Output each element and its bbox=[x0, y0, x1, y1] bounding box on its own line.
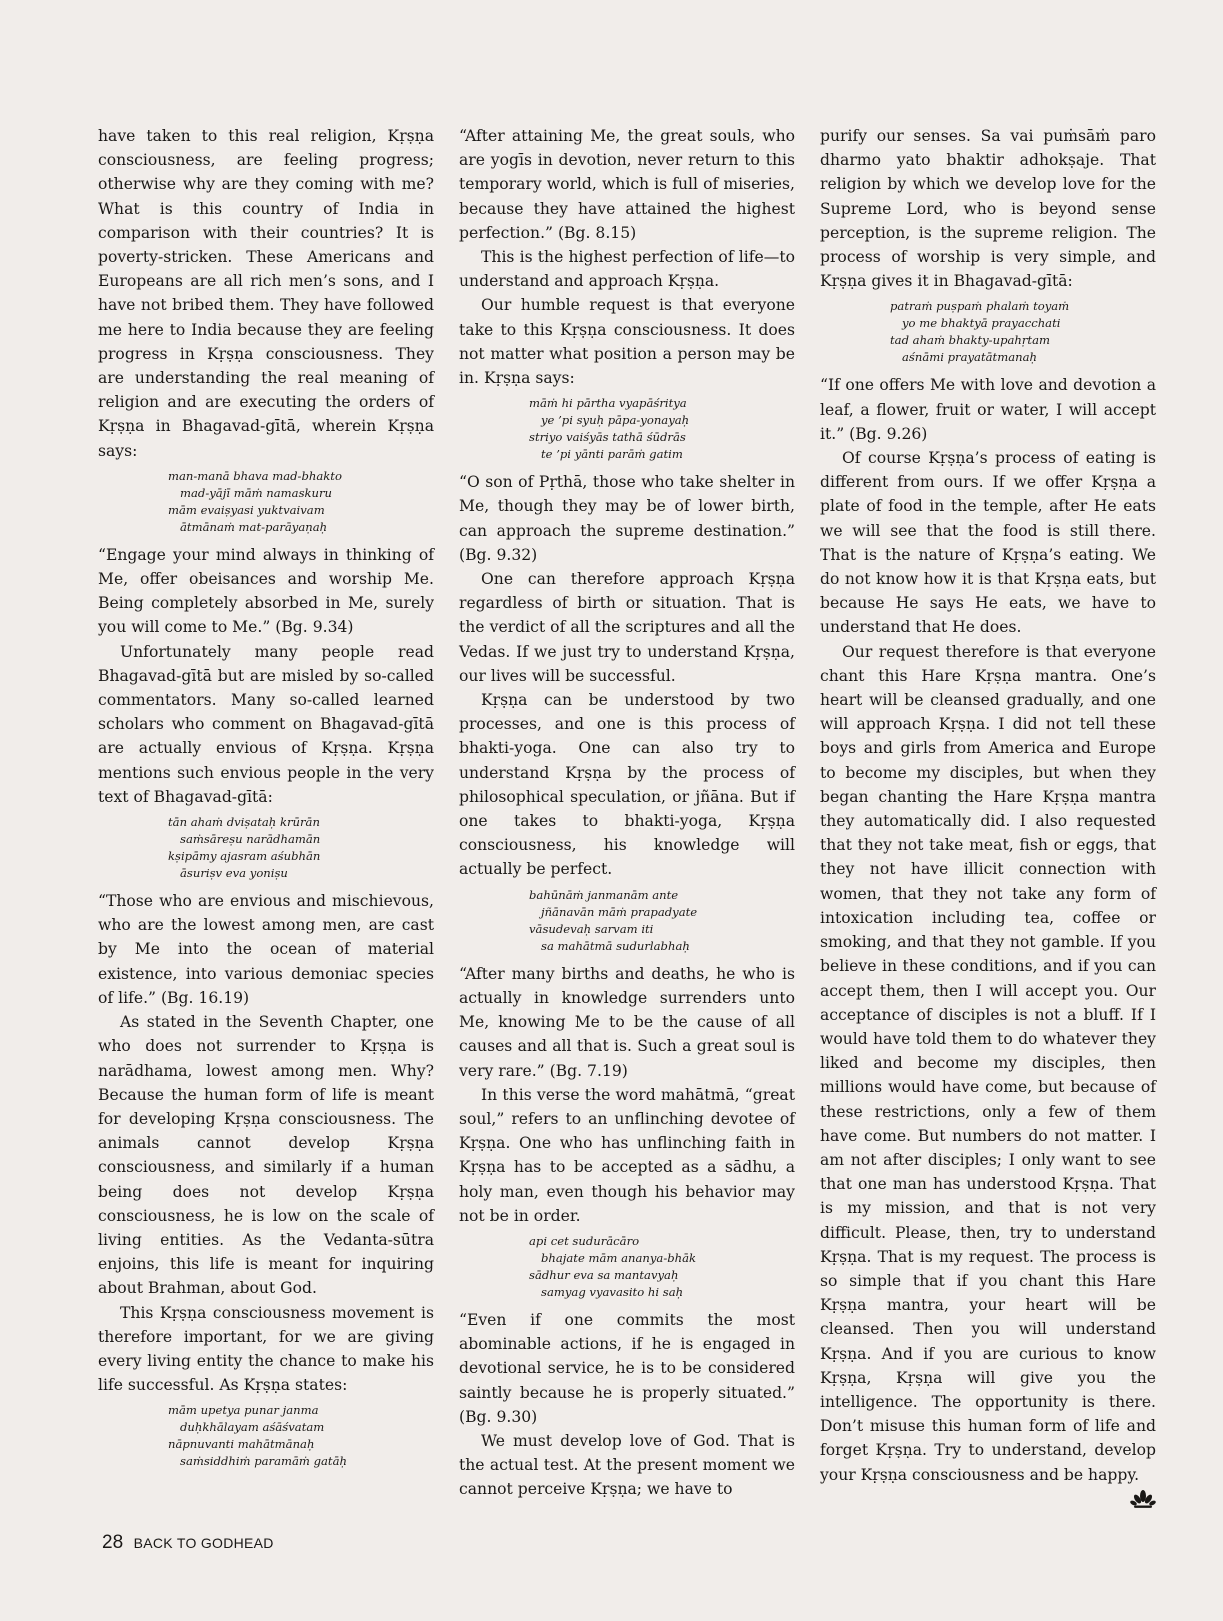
paragraph: We must develop love of God. That is the actual test. At the present moment we cannot perceive Kṛṣṇa; we have to bbox=[459, 1431, 795, 1499]
sanskrit-verse bbox=[168, 468, 434, 536]
verse-line: vāsudevaḥ sarvam iti bbox=[529, 921, 654, 936]
verse-line: saṁsiddhiṁ paramāṁ gatāḥ bbox=[180, 1454, 347, 1469]
paragraph: Our humble request is that everyone take to this Kṛṣṇa consciousness. It does not matter what position a person may be in. Kṛṣṇa says: bbox=[459, 296, 795, 388]
paragraph: “Those who are envious and mischievous, who are the lowest among men, are cast by Me into the ocean of material existence, into various demoniac species of life.” (Bg. 16.19) bbox=[98, 892, 434, 1007]
paragraph: “If one offers Me with love and devotion a leaf, a flower, fruit or water, I will accept it.” (Bg. 9.26) bbox=[820, 376, 1156, 443]
paragraph: “After many births and deaths, he who is actually in knowledge surrenders unto Me, knowing Me to be the cause of all causes and all that is. Such a great soul is very rare.” (Bg. 7.19) bbox=[459, 964, 795, 1080]
paragraph: In this verse the word mahātmā, “great soul,” refers to an unflinching devotee of Kṛṣṇa. One who has unflinching faith in Kṛṣṇa has to be accepted as a sādhu, a holy man, even though his behavior may not be in order. bbox=[459, 1085, 795, 1225]
running-head: BACK TO GODHEAD bbox=[133, 1535, 274, 1551]
paragraph: have taken to this real religion, Kṛṣṇa consciousness, are feeling progress; otherwise why are they coming with me? What is this country of India in comparison with their countries? It is poverty-stricken. These Americans and Europeans are all rich men’s sons, and I have not bribed them. They have followed me here to India because they are feeling progress in Kṛṣṇa consciousness. They are understanding the real meaning of religion and are executing the orders of Kṛṣṇa in Bhagavad-gītā, wherein Kṛṣṇa says: bbox=[98, 127, 434, 460]
verse-line: mām upetya punar janma bbox=[168, 1403, 319, 1418]
verse-line: man-manā bhava mad-bhakto bbox=[168, 468, 342, 483]
paragraph: One can therefore approach Kṛṣṇa regardless of birth or situation. That is the verdict of all the scriptures and all the Vedas. If we just try to understand Kṛṣṇa, our lives will be successful. bbox=[459, 570, 795, 685]
verse-line: tad ahaṁ bhakty-upahṛtam bbox=[890, 333, 1050, 348]
paragraph: This is the highest perfection of life—to understand and approach Kṛṣṇa. bbox=[459, 248, 795, 291]
verse-line: duḥkhālayam aśāśvatam bbox=[180, 1420, 325, 1435]
sanskrit-verse bbox=[529, 887, 795, 955]
verse-line: sa mahātmā sudurlabhaḥ bbox=[541, 938, 690, 953]
paragraph: Unfortunately many people read Bhagavad-gītā but are misled by so-called commentators. Many so-called learned scholars who comment on Bhagavad-gītā are actually envious of Kṛṣṇa. Kṛṣṇa mentions such envious people in the very text of Bhagavad-gītā: bbox=[98, 642, 434, 806]
lotus-end-mark-icon bbox=[1130, 1488, 1156, 1510]
verse-line: āsuriṣv eva yoniṣu bbox=[180, 866, 288, 881]
paragraph: Kṛṣṇa can be understood by two processes, and one is this process of bhakti-yoga. One can also try to understand Kṛṣṇa by the process of philosophical speculation, or jñāna. But if one takes to bhakti-yoga, Kṛṣṇa consciousness, his knowledge will actually be perfect. bbox=[459, 691, 795, 879]
sanskrit-verse bbox=[529, 395, 795, 463]
paragraph: This Kṛṣṇa consciousness movement is therefore important, for we are giving every living entity the chance to make his life successful. As Kṛṣṇa states: bbox=[98, 1303, 434, 1395]
paragraph: “Even if one commits the most abominable actions, if he is engaged in devotional service, he is to be considered saintly because he is properly situated.” (Bg. 9.30) bbox=[459, 1310, 795, 1426]
verse-line: nāpnuvanti mahātmānaḥ bbox=[168, 1437, 315, 1452]
verse-line: sādhur eva sa mantavyaḥ bbox=[529, 1267, 679, 1282]
verse-line: te ’pi yānti parāṁ gatim bbox=[541, 447, 683, 462]
sanskrit-verse bbox=[168, 814, 434, 882]
verse-line: bahūnāṁ janmanām ante bbox=[529, 887, 679, 902]
sanskrit-verse bbox=[890, 298, 1156, 366]
verse-line: ye ’pi syuḥ pāpa-yonayaḥ bbox=[541, 413, 690, 428]
page-footer bbox=[102, 1532, 274, 1554]
sanskrit-verse bbox=[529, 1233, 795, 1301]
page-number: 28 bbox=[102, 1532, 124, 1553]
verse-line: tān ahaṁ dviṣataḥ krūrān bbox=[168, 815, 320, 830]
sanskrit-verse bbox=[168, 1402, 434, 1470]
verse-line: jñānavān māṁ prapadyate bbox=[541, 904, 698, 919]
verse-line: patraṁ puṣpaṁ phalaṁ toyaṁ bbox=[890, 299, 1070, 314]
paragraph: purify our senses. Sa vai puṁsāṁ paro dharmo yato bhaktir adhokṣaje. That religion by which we develop love for the Supreme Lord, who is beyond sense perception, is the supreme religion. The process of worship is very simple, and Kṛṣṇa gives it in Bhagavad-gītā: bbox=[820, 127, 1156, 291]
paragraph: As stated in the Seventh Chapter, one who does not surrender to Kṛṣṇa is narādhama, lowest among men. Why? Because the human form of life is meant for developing Kṛṣṇa consciousness. The animals cannot develop Kṛṣṇa consciousness, and similarly if a human being does not develop Kṛṣṇa consciousness, he is low on the scale of living entities. As the Vedanta-sūtra enjoins, this life is meant for inquiring about Brahman, about God. bbox=[98, 1013, 434, 1298]
text-column-3 bbox=[820, 124, 1156, 1487]
verse-line: mām evaiṣyasi yuktvaivam bbox=[168, 502, 325, 517]
paragraph: Our request therefore is that everyone chant this Hare Kṛṣṇa mantra. One’s heart will be cleansed gradually, and one will approach Kṛṣṇa. I did not tell these boys and girls from America and Europe to become my disciples, but when they began chanting the Hare Kṛṣṇa mantra they automatically did. I also requested that they not take meat, fish or eggs, that they not have illicit connection with women, that they not take any form of intoxication including tea, coffee or smoking, and that they not gamble. If you believe in these conditions, and if you can accept them, then I will accept you. Our acceptance of disciples is not a bluff. If I would have told them to do whatever they liked and become my disciples, then millions would have come, but because of these restrictions, only a few of them have come. But numbers do not matter. I am not after disciples; I only want to see that one man has understood Kṛṣṇa. That is my mission, and that is not very difficult. Please, then, try to understand Kṛṣṇa. That is my request. The process is so simple that if you chant this Hare Kṛṣṇa mantra, your heart will be cleansed. Then you will understand Kṛṣṇa. And if you are curious to know Kṛṣṇa, Kṛṣṇa will give you the intelligence. The opportunity is there. Don’t misuse this human form of life and forget Kṛṣṇa. Try to understand, develop your Kṛṣṇa consciousness and be happy. bbox=[820, 642, 1156, 1484]
paragraph: “After attaining Me, the great souls, who are yogīs in devotion, never return to this temporary world, which is full of miseries, because they have attained the highest perfection.” (Bg. 8.15) bbox=[459, 127, 795, 242]
paragraph: Of course Kṛṣṇa’s process of eating is different from ours. If we offer Kṛṣṇa a plate of food in the temple, after He eats we will see that the food is still there. That is the nature of Kṛṣṇa’s eating. We do not know how it is that Kṛṣṇa eats, but because He says He eats, we have to understand that He does. bbox=[820, 449, 1156, 637]
verse-line: striyo vaiśyās tathā śūdrās bbox=[529, 430, 686, 445]
verse-line: ātmānaṁ mat-parāyaṇaḥ bbox=[180, 519, 328, 534]
paragraph: “O son of Pṛthā, those who take shelter in Me, though they may be of lower birth, can approach the supreme destination.” (Bg. 9.32) bbox=[459, 473, 795, 564]
verse-line: samyag vyavasito hi saḥ bbox=[541, 1284, 684, 1299]
verse-line: api cet sudurācāro bbox=[529, 1233, 640, 1248]
text-column-1 bbox=[98, 124, 434, 1477]
verse-line: mad-yājī māṁ namaskuru bbox=[180, 485, 333, 500]
paragraph: “Engage your mind always in thinking of Me, offer obeisances and worship Me. Being completely absorbed in Me, surely you will come to Me.” (Bg. 9.34) bbox=[98, 545, 434, 637]
verse-line: bhajate mām ananya-bhāk bbox=[541, 1250, 697, 1265]
verse-line: māṁ hi pārtha vyapāśritya bbox=[529, 396, 687, 411]
verse-line: kṣipāmy ajasram aśubhān bbox=[168, 849, 321, 864]
text-column-2 bbox=[459, 124, 795, 1502]
verse-line: aśnāmi prayatātmanaḥ bbox=[902, 350, 1037, 365]
verse-line: saṁsāreṣu narādhamān bbox=[180, 832, 321, 847]
verse-line: yo me bhaktyā prayacchati bbox=[902, 316, 1061, 331]
